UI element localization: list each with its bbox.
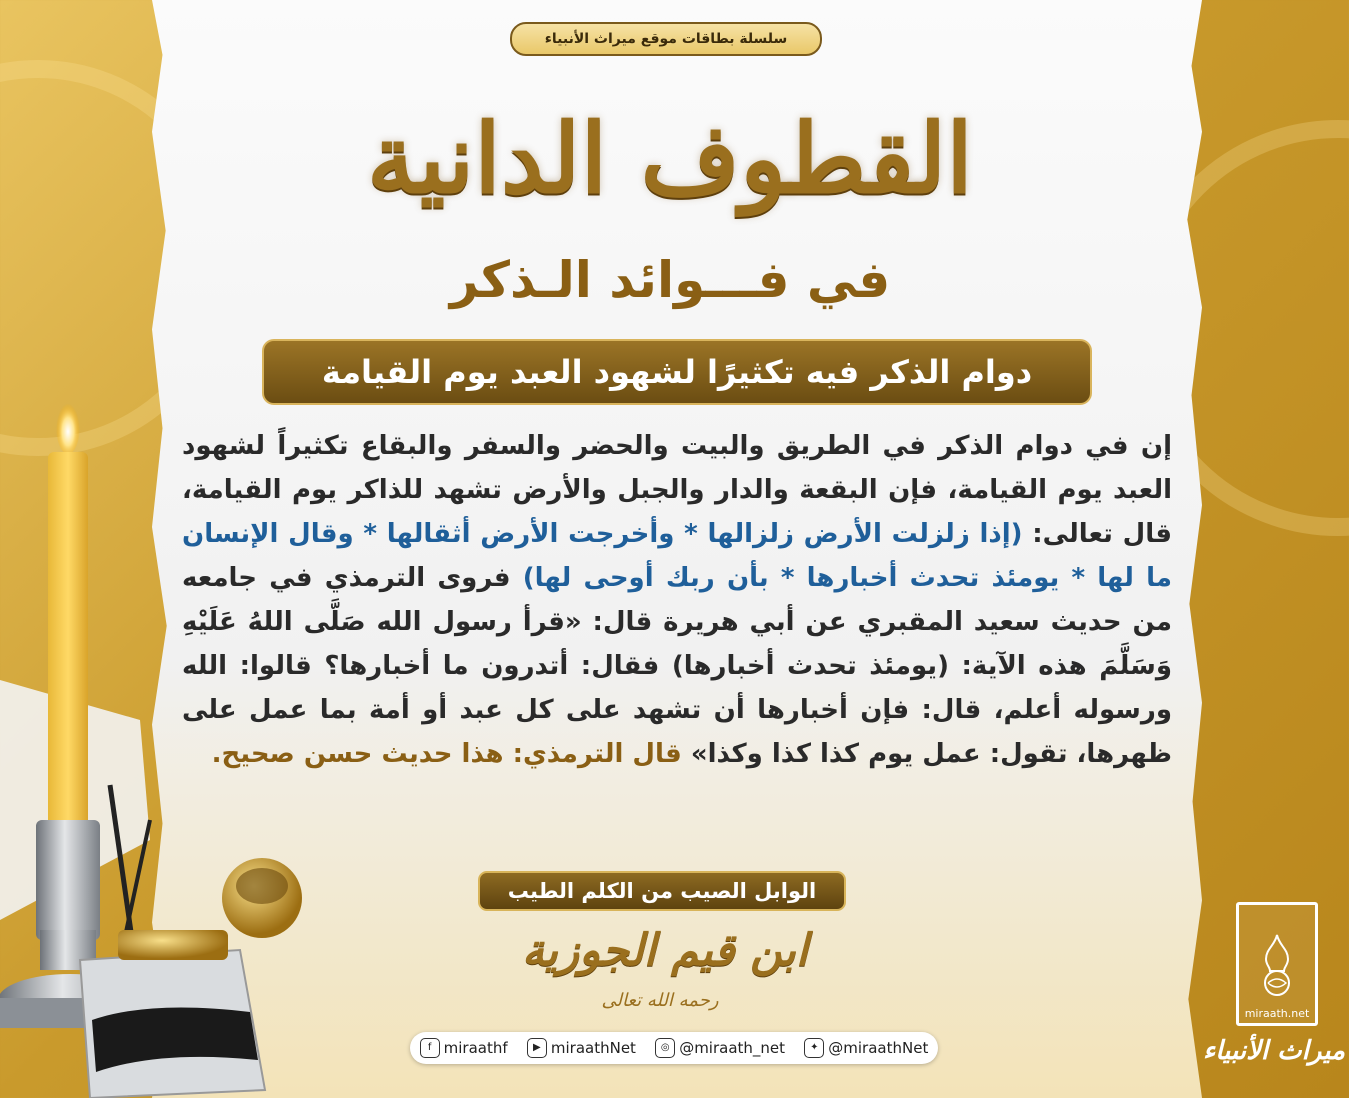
instagram-icon: ◎ <box>655 1038 675 1058</box>
page-title: القطوف الدانية <box>367 101 973 215</box>
social-handle: miraathf <box>443 1039 508 1057</box>
series-badge: سلسلة بطاقات موقع ميراث الأنبياء <box>510 22 822 56</box>
social-link[interactable] <box>420 1038 508 1058</box>
flame <box>56 400 80 454</box>
candle-holder-cup <box>36 820 100 940</box>
source-book-banner: الوابل الصيب من الكلم الطيب <box>478 871 846 911</box>
social-links-bar <box>410 1032 938 1064</box>
social-link[interactable] <box>804 1038 928 1058</box>
candle <box>48 452 88 832</box>
topic-banner: دوام الذكر فيه تكثيرًا لشهود العبد يوم القيامة <box>262 339 1092 405</box>
social-handle: @miraath_net <box>679 1039 786 1057</box>
social-link[interactable] <box>655 1038 785 1058</box>
inkwell-cap <box>118 930 228 960</box>
body-paragraph: فروى الترمذي في جامعه من حديث سعيد المقبري عن أبي هريرة قال: «قرأ رسول الله صَلَّى اللهُ عَلَيْهِ وَسَلَّمَ هذه الآية: (يومئذ تحدث أخبارها) فقال: أتدرون ما أخبارها؟ قالوا: الله ورسوله أعلم، قال: فإن أخبارها أن تشهد على كل عبد أو أمة بما عمل على ظهرها، تقول: عمل يوم كذا كذا وكذا» <box>182 563 1172 769</box>
calligraphy-emblem-icon <box>1248 931 1306 1001</box>
logo-url: miraath.net <box>1244 1007 1310 1020</box>
page-subtitle: في فـــوائد الـذكر <box>449 251 891 309</box>
twitter-icon: ✦ <box>804 1038 824 1058</box>
quran-verse: (إذا زلزلت الأرض زلزالها * وأخرجت الأرض أثقالها * وقال الإنسان ما لها * يومئذ تحدث أخبارها * بأن ربك أوحى لها) <box>182 519 1172 593</box>
facebook-icon: f <box>420 1038 440 1058</box>
author-dua: رحمه الله تعالى <box>601 989 719 1011</box>
social-handle: miraathNet <box>550 1039 636 1057</box>
social-link[interactable] <box>527 1038 636 1058</box>
social-handle: @miraathNet <box>828 1039 929 1057</box>
body-paragraph: إن في دوام الذكر في الطريق والبيت والحضر والسفر والبقاع تكثيراً لشهود العبد يوم القيامة، فإن البقعة والدار والجبل والأرض تشهد للذاكر يوم القيامة، قال تعالى: <box>182 431 1172 549</box>
tirmidhi-grading: قال الترمذي: هذا حديث حسن صحيح. <box>211 739 682 769</box>
candle-and-inkwell-illustration <box>0 400 330 1098</box>
miraath-logo <box>1236 902 1318 1026</box>
body-text <box>182 424 1172 864</box>
logo-name: ميراث الأنبياء <box>1203 1036 1345 1066</box>
youtube-icon: ▶ <box>527 1038 547 1058</box>
author-calligraphy: ابن قيم الجوزية <box>521 924 809 976</box>
